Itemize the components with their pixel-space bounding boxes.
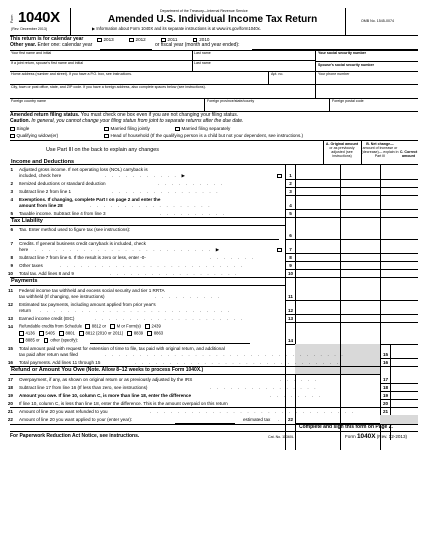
spouse-first-name-field[interactable]: If a joint return, spouse's first name and initial [11,61,83,65]
column-a-header: A. Original amount or as previously adjusted (see instructions) [325,142,359,159]
department-label: Department of the Treasury—Internal Revenue Service [160,9,248,13]
line-14-row-1: Refundable credits from Schedule 8812 or M or Form(s) 2439 [19,323,161,329]
city-state-zip-field[interactable]: City, town or post office, state, and ZIP code. If you have a foreign address, also complete spaces below (see instructions). [11,85,206,89]
single-checkbox[interactable] [10,127,15,132]
line-10-text: Total tax. Add lines 8 and 9 [19,271,74,276]
line-8-text: Subtract line 7 from line 6. If the result is zero or less, enter -0- [19,255,146,260]
instructions-info: ▶ Information about Form 1040X and its separate instructions is at www.irs.gov/form1040x. [92,26,261,31]
gbc-carryback-checkbox[interactable] [277,247,284,252]
nol-checkbox[interactable] [277,173,284,178]
line-18-text: Subtract line 17 from line 16 (If less than zero, see instructions) [19,385,148,390]
form-1040x-page: Form 1040X (Rev. December 2013) Department of the Treasury—Internal Revenue Service Amended U.S. Individual Income Tax Return ▶ Information about Form 1040X and its separate instructions is at www.irs.gov/form1040x. OMB No. 1545-0074 This return is for calendar year 2013 2012 2011 2010 Other year. Enter one: calendar year or fiscal year (month and year ended): Your first name and initial Last name Your social security number If a joint return, spouse's first name and initial Last name Spouse's social security number Home address (number and street). If you have a P.O. box, see instructions. Apt. no. Your phone number City, town or post office, state, and ZIP code. If you have a foreign address, also complete spaces below (see instructions). Foreign country name Foreign province/state/county Foreign postal code Amended return filing status. You must check one box even if you are not changing your filing status. Caution. In general, you cannot change your filing status from joint to separate returns after the due date. Single Married filing jointly Married filing separately Qualifying widow(er) Head of household (If the qualifying person is a child but not your dependent, see instructions.) Use Part III on the back to explain any changes Income and Deductions A. Original amount or as previously adjusted (see instructions) B. Net change— amount of increase or (decrease)— explain in Part III C. Correct amount 1 Adjusted gross income. If net operating loss (NOL) carryback is included, check here . . . . . . . . . . . ▶ 1 2 Itemized deductions or standard deduction . . . . . . . . . . 2 3 Subtract line 2 from line 1 . . . . . . . . . . . . . . . . 3 4 Exemptions. If changing, complete Part I on page 2 and enter the amount from line 28 . . . . . . . . . . . . . . . . . . 4 5 Taxable income. Subtract line 4 from line 3 . . . . . . . . . . 5 Tax Liability 6 Tax. Enter method used to figure tax (see instructions): 6 7 Credits. If general business credit carryback is included, check here . . . . . . . . . . . . . . . . . . . . . . . . . . ▶ 7 8 Subtract line 7 from line 6. If the result is zero or less, enter -0- . . . . . . . 8 9 Other taxes . . . . . . . . . . . . . . . . . . . . . . . . . . . 9 10 Total tax. Add lines 8 and 9 . . . . . . . . . . . . . . . . . . . 10 Payments 11 Federal income tax withheld and excess social security and tier 1 RRTA tax withheld (If changing, see instructions) . . . . . . . . . . 11 12 Estimated tax payments, including amount applied from prior year's return . . . . . . . . . . . . . . . . . . . . . . . . . . . . 12 13 Earned income credit (EIC) . . . . . . . . . . . . . . . . . . . . . . 13 14 Refundable credits from Schedule 8812 or M or Form(s) 2439 4136 5405 8801 8812 (2010 or 2011) 8839 8863 8885 or other (specify): 14 15 Total amount paid with request for extension of time to file, tax paid with original return, and additional tax paid after return was filed . . . . . . . . . . . . . . . . . . . . . . . . . . . . . . . . . . . 15 16 Total payments. Add lines 11 through 15 . . . . . . . . . . . . . . . . . . . . . . . . . . . . . . 16 Refund or Amount You Owe (Note. Allow 8–12 weeks to process Form 1040X.) 17 Overpayment, if any, as shown on original return or as previously adjusted by the IRS . . . . . . 17 18 Subtract line 17 from line 16 (If less than zero, see instructions) . . . . . . . . . . . . . . . . 18 19 Amount you owe. If line 10, column C, is more than line 18, enter the difference . . . . . . . . 19 20 If line 10, column C, is less than line 18, enter the difference. This is the amount overpaid on this return 20 21 Amount of line 20 you want refunded to you . . . . . . . . . . . . . . . . . . . . . . . . . . . . . . 21 22 Amount of line 20 you want applied to your (enter year): estimated tax . 22 Complete and sign this form on Page 2. For Paperwork Reduction Act Notice, see instructions. Cat. No. 11360L Form 1040X (Rev. 12-2013) [0,0,428,554]
tax-method-input[interactable] [19,239,279,240]
line-6-text: Tax. Enter method used to figure tax (see instructions): [19,227,131,232]
phone-field[interactable]: Your phone number [318,72,350,76]
column-c-header: C. Correct amount [399,150,418,159]
spouse-ssn-field[interactable]: Spouse's social security number [318,63,374,67]
form-8863-checkbox[interactable] [147,331,152,336]
line-7-text-2: here [19,247,29,252]
year-2013-checkbox[interactable] [97,38,102,43]
line-22-estimated-tax: estimated tax [243,417,271,422]
line-21-text: Amount of line 20 you want refunded to you [19,409,108,414]
fiscal-year-label: or fiscal year (month and year ended): [155,42,240,48]
use-part-iii-note: Use Part III on the back to explain any changes [46,147,159,153]
other-credit-checkbox[interactable] [44,338,49,343]
form-8812-2010-checkbox[interactable] [79,331,84,336]
form-title: Amended U.S. Individual Income Tax Return [108,14,318,25]
foreign-postal-code-field[interactable]: Foreign postal code [332,99,364,103]
year-2013-option[interactable]: 2013 [97,37,114,42]
revision-date: (Rev. December 2013) [11,27,48,31]
line-12-text: Estimated tax payments, including amount applied from prior year's [19,302,156,307]
line-2-text: Itemized deductions or standard deduction [19,181,106,186]
line-11-text-2: tax withheld (If changing, see instructions) [19,294,105,299]
line-3-text: Subtract line 2 from line 1 [19,189,72,194]
year-2012-checkbox[interactable] [129,38,134,43]
home-address-field[interactable]: Home address (number and street). If you have a P.O. box, see instructions. [11,72,132,76]
column-b-header: B. Net change— amount of increase or (decrease)— explain in Part III [361,142,399,159]
refund-heading: Refund or Amount You Owe (Note. Allow 8–12 weeks to process Form 1040X.) [11,367,204,373]
form-8885-checkbox[interactable] [19,338,24,343]
line-17-text: Overpayment, if any, as shown on original return or as previously adjusted by the IRS [19,377,193,382]
line-7-text: Credits. If general business credit carryback is included, check [19,241,146,246]
foreign-province-field[interactable]: Foreign province/state/county [207,99,255,103]
head-of-household-checkbox[interactable] [104,134,109,139]
line-4-text: Exemptions. If changing, complete Part I on page 2 and enter the [19,197,161,202]
ssn-field[interactable]: Your social security number [318,51,367,55]
year-2010-option[interactable]: 2010 [193,37,210,42]
first-name-field[interactable]: Your first name and initial [11,51,52,55]
spouse-last-name-field[interactable]: Last name [194,61,211,65]
line-11-text: Federal income tax withheld and excess social security and tier 1 RRTA [19,288,165,293]
filing-status-widow[interactable]: Qualifying widow(er) [10,133,58,138]
filing-status-caution: Caution. In general, you cannot change your filing status from joint to separate returns after the due date. [10,118,244,124]
filing-status-head-of-household[interactable]: Head of household (If the qualifying person is a child but not your dependent, see instructions.) [104,133,303,138]
filing-status-separate[interactable]: Married filing separately [175,126,230,131]
paperwork-reduction-notice: For Paperwork Reduction Act Notice, see instructions. [10,433,140,439]
form-number: 1040X [18,9,60,26]
other-year-row: Other year. Enter one: calendar year [10,42,93,48]
form-footer-id: Form 1040X (Rev. 12-2013) [345,433,408,440]
line-9-text: Other taxes [19,263,43,268]
form-2439-checkbox[interactable] [145,324,150,329]
line-14-row-3: 8885 or other (specify): [19,338,78,343]
tax-liability-heading: Tax Liability [11,218,43,224]
filing-status-joint[interactable]: Married filing jointly [104,126,150,131]
apt-number-field[interactable]: Apt. no. [271,72,284,76]
schedule-8812-checkbox[interactable] [85,324,90,329]
form-4136-checkbox[interactable] [19,331,24,336]
line-19-text: Amount you owe. If line 10, column C, is more than line 18, enter the difference [19,393,192,398]
form-label: Form [10,14,14,23]
line-1-text: Adjusted gross income. If net operating loss (NOL) carryback is [19,167,148,172]
line-13-text: Earned income credit (EIC) [19,316,75,321]
widow-checkbox[interactable] [10,134,15,139]
year-2012-option[interactable]: 2012 [129,37,146,42]
line-1-text-2: included, check here [19,173,62,178]
payments-heading: Payments [11,278,38,284]
catalog-number: Cat. No. 11360L [268,435,294,439]
complete-sign-note: Complete and sign this form on Page 2. [299,424,393,430]
year-2011-option[interactable]: 2011 [161,37,177,42]
form-8801-checkbox[interactable] [59,331,64,336]
calendar-year-label: This return is for calendar year [10,36,84,42]
line-16-text: Total payments. Add lines 11 through 15 [19,360,101,365]
line-15-text: Total amount paid with request for extension of time to file, tax paid with original return, and additional [19,346,225,351]
joint-checkbox[interactable] [104,127,109,132]
line-22-text: Amount of line 20 you want applied to your (enter year): [19,417,133,422]
form-8839-checkbox[interactable] [127,331,132,336]
line-4-text-2: amount from line 28 [19,203,63,208]
omb-number: OMB No. 1545-0074 [361,19,394,23]
foreign-country-field[interactable]: Foreign country name [11,99,46,103]
schedule-m-checkbox[interactable] [110,324,115,329]
form-number-block [10,9,72,35]
last-name-field[interactable]: Last name [194,51,211,55]
line-12-text-2: return [19,308,32,313]
filing-status-heading: Amended return filing status. You must check one box even if you are not changing your filing status. [10,112,239,118]
form-5405-checkbox[interactable] [39,331,44,336]
line-15-text-2: tax paid after return was filed [19,352,78,357]
line-14-row-2: 4136 5405 8801 8812 (2010 or 2011) 8839 8863 [19,331,163,336]
income-deductions-heading: Income and Deductions [11,159,75,165]
filing-status-single[interactable]: Single [10,126,29,131]
line-5-text: Taxable income. Subtract line 4 from line 3 [19,211,106,216]
separate-checkbox[interactable] [175,127,180,132]
other-credit-input[interactable] [90,343,250,344]
line-20-text: If line 10, column C, is less than line 18, enter the difference. This is the amount overpaid on this return [19,401,228,406]
